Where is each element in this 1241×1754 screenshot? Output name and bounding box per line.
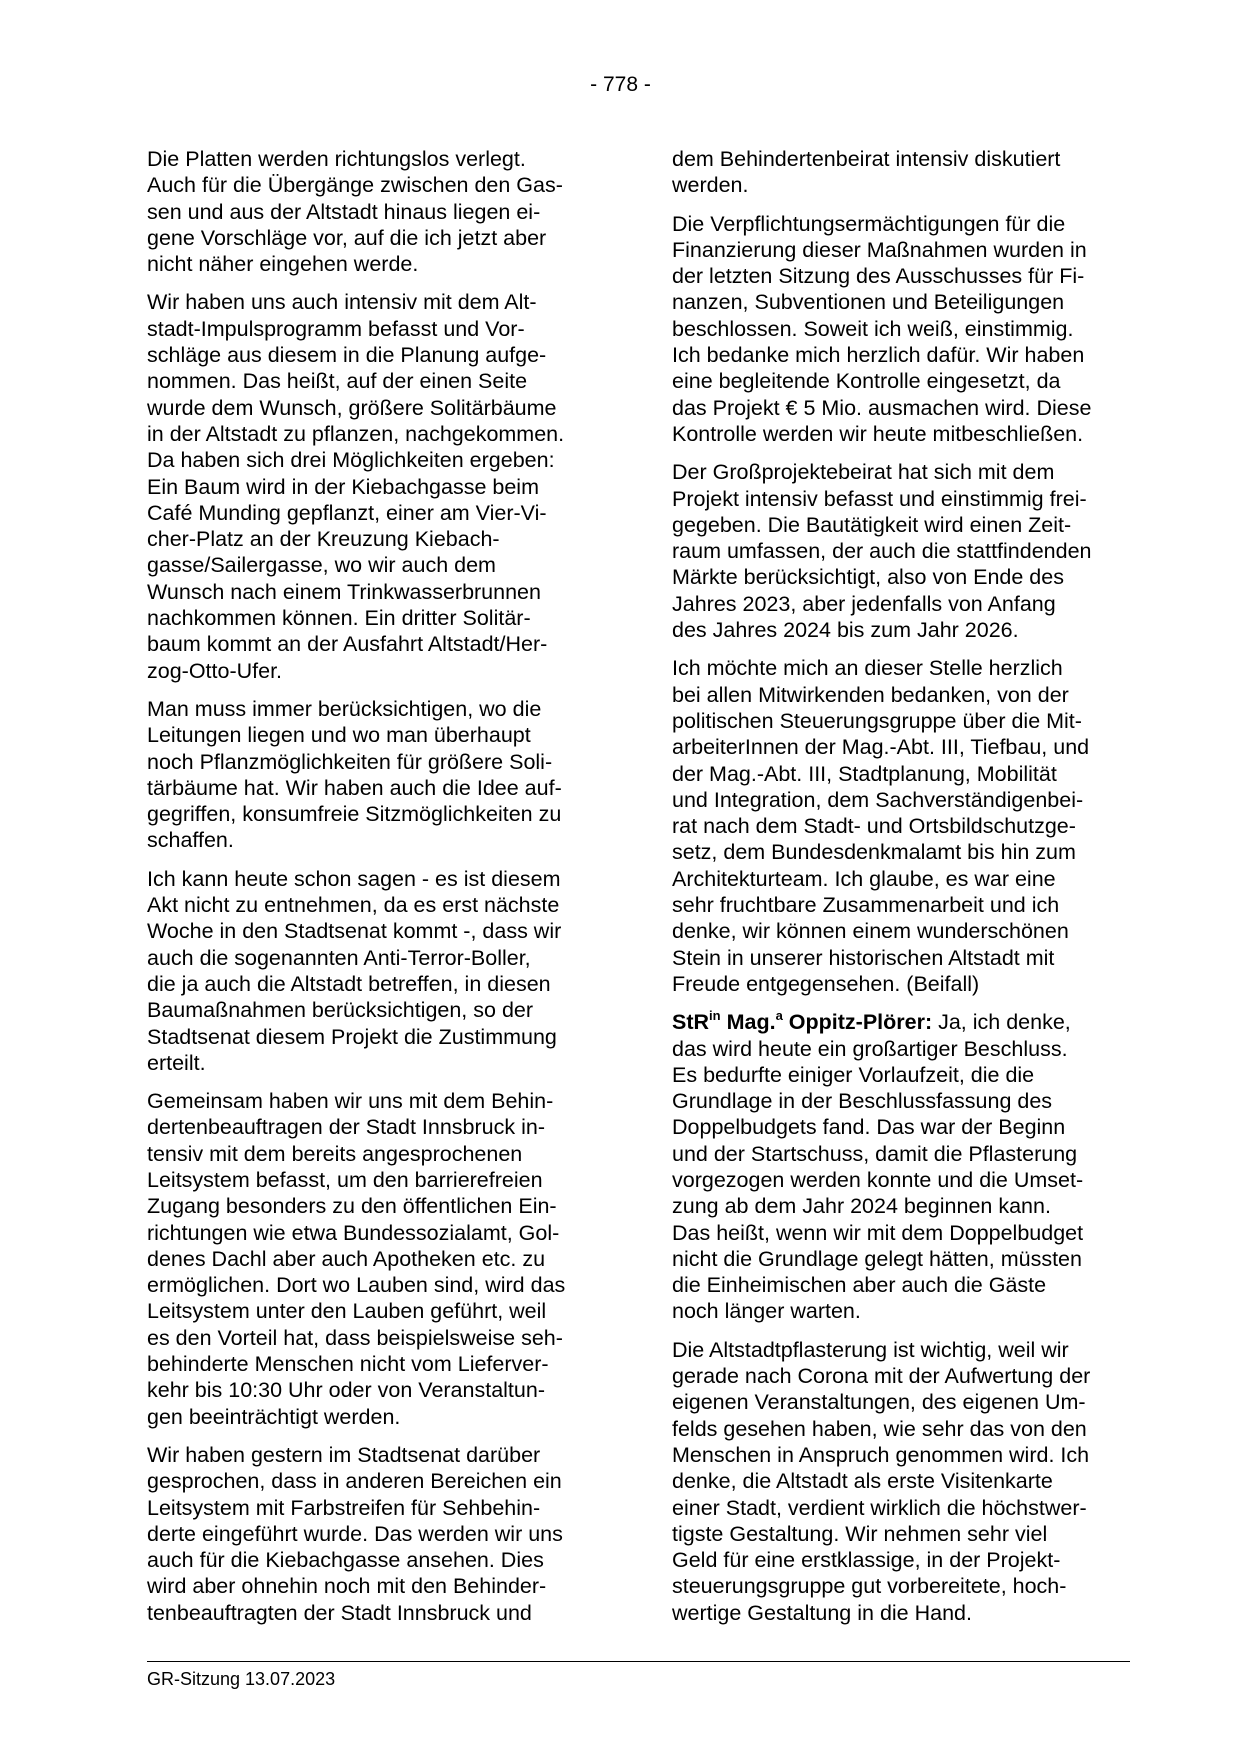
paragraph: Wir haben uns auch intensiv mit dem Alt- stadt-Impulsprogramm befasst und Vor- schläge aus diesem in die Planung aufge- nommen. Das heißt, auf der einen Seite wurde dem Wunsch, größere Solitärbäume in der Altstadt zu pflanzen, nachgekommen. Da haben sich drei Möglichkeiten ergeben: Ein Baum wird in der Kiebachgasse beim Café Munding gepflanzt, einer am Vier-Vi- cher-Platz an der Kreuzung Kiebach- gasse/Sailergasse, wo wir auch dem Wunsch nach einem Trinkwasserbrunnen nachkommen können. Ein dritter Solitär- baum kommt an der Ausfahrt Altstadt/Her- zog-Otto-Ufer.: [147, 290, 565, 683]
paragraph: Die Platten werden richtungslos verlegt. Auch für die Übergänge zwischen den Gas- sen und aus der Altstadt hinaus liegen ei- gene Vorschläge vor, auf die ich jetzt aber nicht näher eingehen werde.: [147, 147, 563, 277]
speaker-title-superscript: in: [709, 1008, 721, 1024]
right-column: [672, 146, 1130, 1638]
speaker-degree-superscript: a: [775, 1008, 783, 1024]
speaker-name: [672, 1010, 932, 1034]
footer-divider: [147, 1661, 1130, 1662]
paragraph: dem Behindertenbeirat intensiv diskutiert werden.: [672, 147, 1061, 198]
paragraph: Ich möchte mich an dieser Stelle herzlich bei allen Mitwirkenden bedanken, von der politischen Steuerungsgruppe über die Mit- arbeiterInnen der Mag.-Abt. III, Tiefbau, und der Mag.-Abt. III, Stadtplanung, Mobilität und Integration, dem Sachverständigenbei- rat nach dem Stadt- und Ortsbildschutzge- setz, dem Bundesdenkmalamt bis hin zum Architekturteam. Ich glaube, es war eine sehr fruchtbare Zusammenarbeit und ich denke, wir können einem wunderschönen Stein in unserer historischen Altstadt mit Freude entgegensehen. (Beifall): [672, 656, 1090, 996]
speech-paragraph: [672, 1009, 1130, 1325]
paragraph: Man muss immer berücksichtigen, wo die Leitungen liegen und wo man überhaupt noch Pflanzmöglichkeiten für größere Soli- tärbäume hat. Wir haben auch die Idee auf- gegriffen, konsumfreie Sitzmöglichkeiten zu schaffen.: [147, 696, 562, 853]
paragraph: Wir haben gestern im Stadtsenat darüber gesprochen, dass in anderen Bereichen ein Leitsystem mit Farbstreifen für Sehbehin- derte eingeführt wurde. Das werden wir uns auch für die Kiebachgasse ansehen. Dies wird aber ohnehin noch mit den Behinder- tenbeauftragten der Stadt Innsbruck und: [147, 1442, 563, 1625]
paragraph: Der Großprojektebeirat hat sich mit dem Projekt intensiv befasst und einstimmig frei- gegeben. Die Bautätigkeit wird einen Zeit- raum umfassen, der auch die stattfindenden Märkte berücksichtigt, also von Ende des Jahres 2023, aber jedenfalls von Anfang des Jahres 2024 bis zum Jahr 2026.: [672, 460, 1092, 643]
paragraph: Die Altstadtpflasterung ist wichtig, weil wir gerade nach Corona mit der Aufwertung der eigenen Veranstaltungen, des eigenen Um- felds gesehen haben, wie sehr das von den Menschen in Anspruch genommen wird. Ich denke, die Altstadt als erste Visitenkarte einer Stadt, verdient wirklich die höchstwer- tigste Gestaltung. Wir nehmen sehr viel Geld für eine erstklassige, in der Projekt- steuerungsgruppe gut vorbereitete, hoch- wertige Gestaltung in die Hand.: [672, 1337, 1091, 1625]
speaker-degree: Mag.: [726, 1010, 776, 1035]
footer-session-date: GR-Sitzung 13.07.2023: [147, 1669, 336, 1689]
paragraph: Ich kann heute schon sagen - es ist diesem Akt nicht zu entnehmen, da es erst nächste Woche in den Stadtsenat kommt -, dass wir auch die sogenannten Anti-Terror-Boller, die ja auch die Altstadt betreffen, in diesen Baumaßnahmen berücksichtigen, so der Stadtsenat diesem Projekt die Zustimmung erteilt.: [147, 866, 562, 1075]
left-column: [147, 146, 599, 1638]
speaker-title: StR: [672, 1010, 710, 1035]
paragraph: Gemeinsam haben wir uns mit dem Behin- dertenbeauftragen der Stadt Innsbruck in- tensiv mit dem bereits angesprochenen Leitsystem befasst, um den barrierefreien Zugang besonders zu den öffentlichen Ein- richtungen wie etwa Bundessozialamt, Gol- denes Dachl aber auch Apotheken etc. zu ermöglichen. Dort wo Lauben sind, wird das Leitsystem unter den Lauben geführt, weil es den Vorteil hat, dass beispielsweise seh- behinderte Menschen nicht vom Lieferver- kehr bis 10:30 Uhr oder von Veranstaltun- gen beeinträchtigt werden.: [147, 1089, 566, 1429]
page-number: - 778 -: [590, 73, 651, 96]
speech-text: Ja, ich denke, das wird heute ein großartiger Beschluss. Es bedurfte einiger Vorlaufzeit, die die Grundlage in der Beschlussfassung des Doppelbudgets fand. Das war der Beginn und der Startschuss, damit die Pflasterung vorgezogen werden konnte und die Umset- zung ab dem Jahr 2024 beginnen kann. Das heißt, wenn wir mit dem Doppelbudget nicht die Grundlage gelegt hätten, müssten die Einheimischen aber auch die Gäste noch länger warten.: [672, 1010, 1084, 1324]
speaker-surname: Oppitz-Plörer:: [788, 1010, 933, 1035]
paragraph: Die Verpflichtungsermächtigungen für die Finanzierung dieser Maßnahmen wurden in der letzten Sitzung des Ausschusses für Fi- nanzen, Subventionen und Beteiligungen beschlossen. Soweit ich weiß, einstimmig. Ich bedanke mich herzlich dafür. Wir haben eine begleitende Kontrolle eingesetzt, da das Projekt € 5 Mio. ausmachen wird. Diese Kontrolle werden wir heute mitbeschließen.: [672, 211, 1092, 446]
